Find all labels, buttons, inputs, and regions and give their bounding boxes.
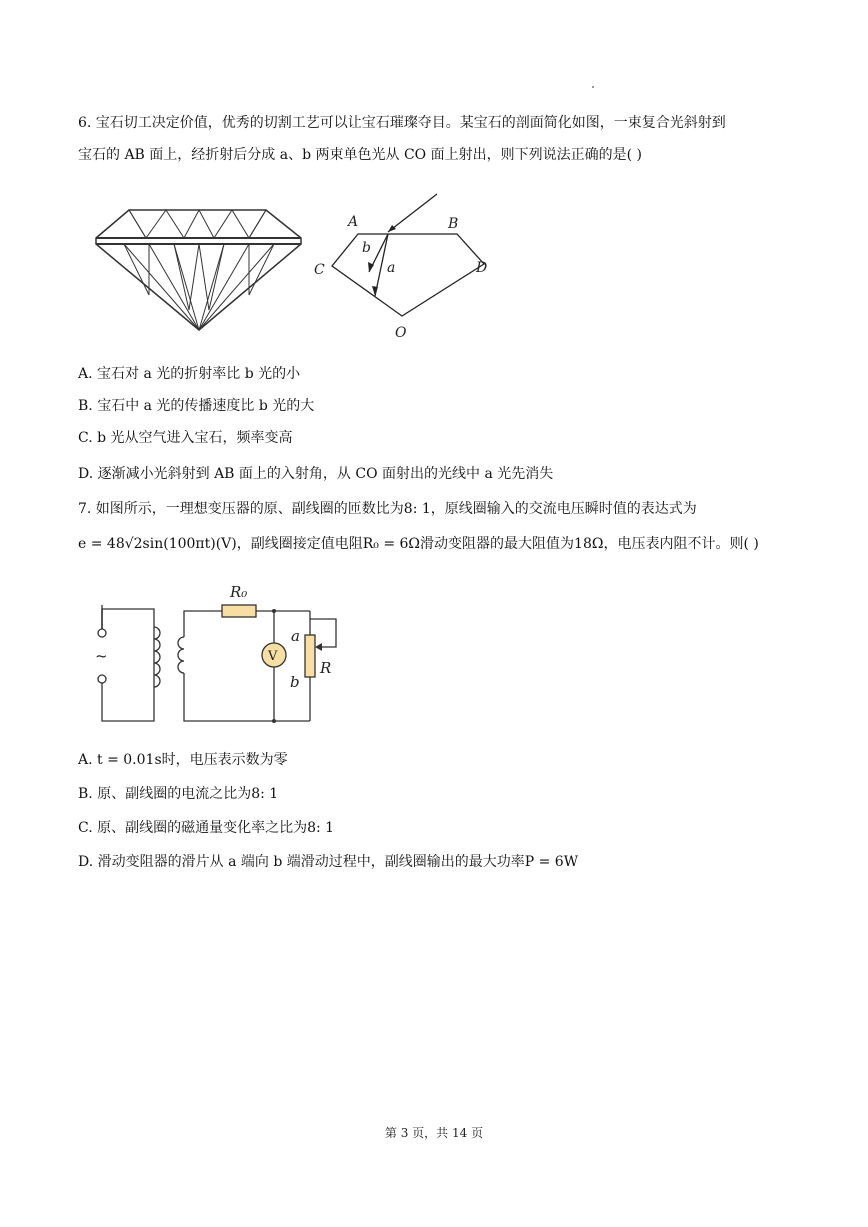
q6-option-b: B. 宝石中 a 光的传播速度比 b 光的大 xyxy=(78,398,315,414)
gem-diamond-figure xyxy=(94,200,304,335)
incident-ray xyxy=(388,194,437,232)
label-a: a xyxy=(291,627,300,645)
label-ac-source: ~ xyxy=(95,647,108,665)
q7-option-d: D. 滑动变阻器的滑片从 a 端向 b 端滑动过程中，副线圈输出的最大功率P = 6W xyxy=(78,854,579,870)
label-a: a xyxy=(387,260,396,276)
q6-option-a: A. 宝石对 a 光的折射率比 b 光的小 xyxy=(78,366,301,382)
q7-option-c: C. 原、副线圈的磁通量变化率之比为8: 1 xyxy=(78,820,335,836)
label-O: O xyxy=(395,325,407,341)
q7-stem-line2: e = 48√2sin(100πt)(V)，副线圈接定值电阻R₀ = 6Ω滑动变阻器的最大阻值为18Ω，电压表内阻不计。则( ) xyxy=(78,536,759,552)
q6-option-d: D. 逐渐减小光斜射到 AB 面上的入射角，从 CO 面射出的光线中 a 光先消失 xyxy=(78,466,554,482)
transformer-circuit-figure xyxy=(92,575,352,725)
gem-section-outline xyxy=(332,234,484,316)
label-R0: R₀ xyxy=(230,583,248,601)
q6-stem-line1: 6. 宝石切工决定价值，优秀的切割工艺可以让宝石璀璨夺目。某宝石的剖面简化如图，一束复合光斜射到 xyxy=(78,115,726,131)
q6-option-c: C. b 光从空气进入宝石，频率变高 xyxy=(78,430,293,446)
gem-cross-section-figure xyxy=(312,192,502,342)
label-b: b xyxy=(362,240,371,256)
label-b: b xyxy=(290,673,300,691)
label-C: C xyxy=(314,262,325,278)
label-B: B xyxy=(448,216,459,232)
r0-resistor xyxy=(222,605,256,617)
label-A: A xyxy=(348,214,359,230)
label-V: V xyxy=(268,649,278,664)
rheostat xyxy=(305,635,315,677)
q7-stem-line1: 7. 如图所示，一理想变压器的原、副线圈的匝数比为8: 1，原线圈输入的交流电压瞬时值的表达式为 xyxy=(78,501,697,517)
label-D: D xyxy=(476,260,488,276)
q7-option-a: A. t = 0.01s时，电压表示数为零 xyxy=(78,752,288,768)
label-R: R xyxy=(320,659,332,677)
scan-dot xyxy=(592,86,594,88)
q6-stem-line2: 宝石的 AB 面上，经折射后分成 a、b 两束单色光从 CO 面上射出，则下列说法正确的是( ) xyxy=(78,147,642,163)
q7-option-b: B. 原、副线圈的电流之比为8: 1 xyxy=(78,786,279,802)
page-footer: 第 3 页，共 14 页 xyxy=(384,1126,484,1140)
